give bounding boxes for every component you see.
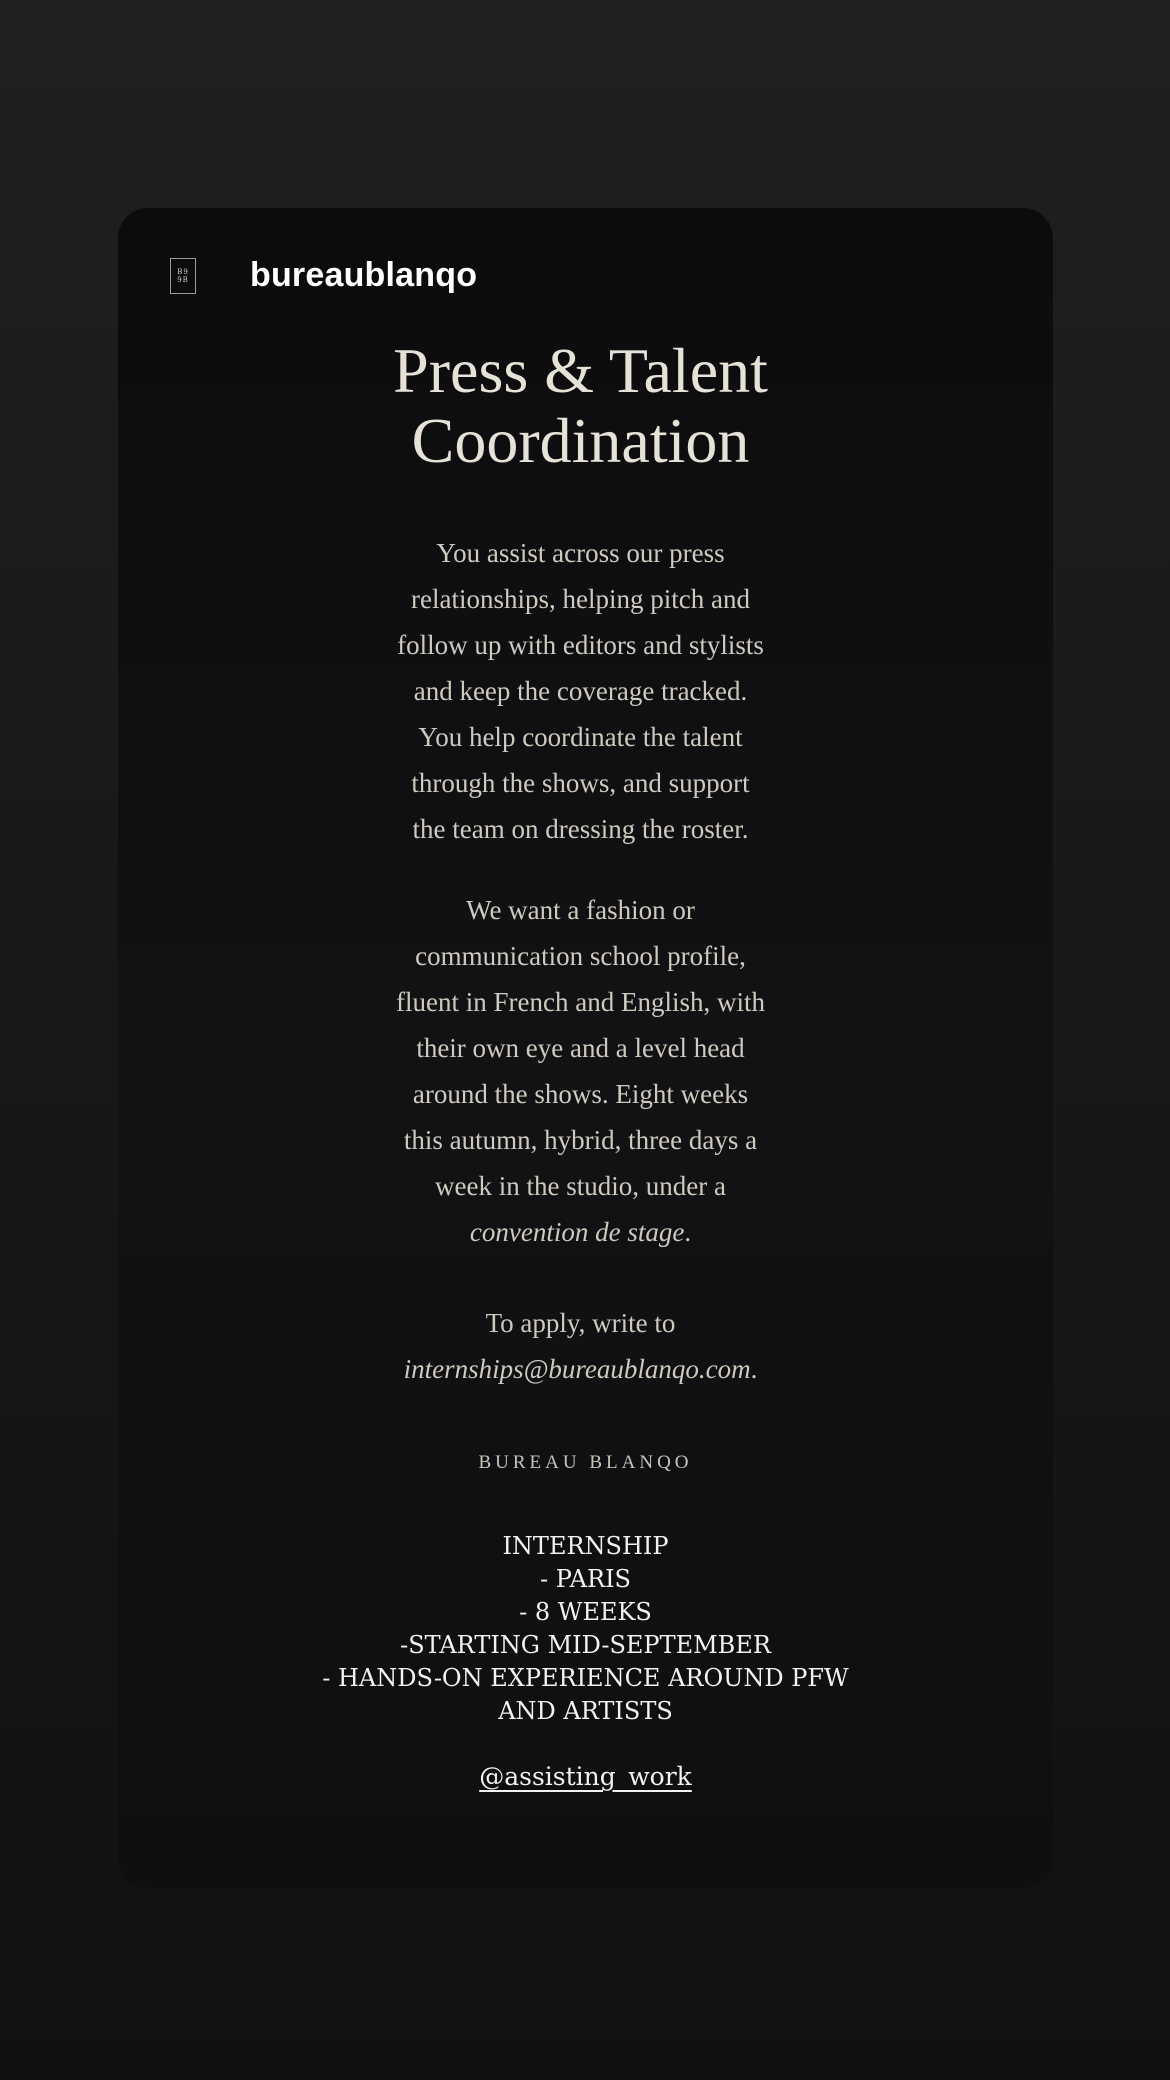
detail-line: INTERNSHIP <box>502 1532 669 1560</box>
internship-details <box>118 1530 1053 1728</box>
title-line-1: Press & Talent <box>393 335 768 406</box>
italic-term: convention de stage <box>469 1217 685 1247</box>
text-line: You help coordinate the talent <box>418 722 743 752</box>
text-line: through the shows, and support <box>411 768 750 798</box>
brand-name: BUREAU BLANQO <box>478 1452 693 1473</box>
text-line: convention de stage. <box>469 1217 692 1247</box>
apply-email[interactable]: internships@bureaublanqo.com <box>403 1354 751 1384</box>
mention-handle-wrap <box>118 1762 1053 1791</box>
apply-line: To apply, write to <box>485 1308 676 1338</box>
text-line: week in the studio, under a <box>435 1171 726 1201</box>
text-line: around the shows. Eight weeks <box>412 1079 749 1109</box>
text-line: communication school profile, <box>415 941 746 971</box>
text-line: You assist across our press <box>436 538 725 568</box>
text-line: relationships, helping pitch and <box>411 584 750 614</box>
email-line: internships@bureaublanqo.com. <box>403 1354 758 1384</box>
story-card <box>118 208 1053 1888</box>
text-line: the team on dressing the roster. <box>412 814 749 844</box>
detail-line: - PARIS <box>539 1565 631 1593</box>
description-paragraph-1 <box>118 530 1043 852</box>
apply-paragraph <box>118 1300 1043 1392</box>
detail-line: - 8 WEEKS <box>519 1598 652 1626</box>
text-line: and keep the coverage tracked. <box>413 676 748 706</box>
description-paragraph-2 <box>118 887 1043 1255</box>
detail-line: -STARTING MID-SEPTEMBER <box>400 1631 771 1659</box>
detail-line: - HANDS-ON EXPERIENCE AROUND PFW <box>322 1664 849 1692</box>
text-line: fluent in French and English, with <box>396 987 765 1017</box>
detail-line: AND ARTISTS <box>498 1697 673 1725</box>
text-line: this autumn, hybrid, three days a <box>403 1125 758 1155</box>
page-title <box>118 336 1043 476</box>
post-header <box>170 256 477 295</box>
text-line: follow up with editors and stylists <box>397 630 764 660</box>
text-line: We want a fashion or <box>466 895 695 925</box>
title-line-2: Coordination <box>411 405 750 476</box>
profile-logo[interactable]: B9 9B <box>170 258 196 294</box>
text-line: their own eye and a level head <box>416 1033 745 1063</box>
username[interactable]: bureaublanqo <box>250 256 478 294</box>
mention-link[interactable]: @assisting_work <box>479 1762 692 1791</box>
